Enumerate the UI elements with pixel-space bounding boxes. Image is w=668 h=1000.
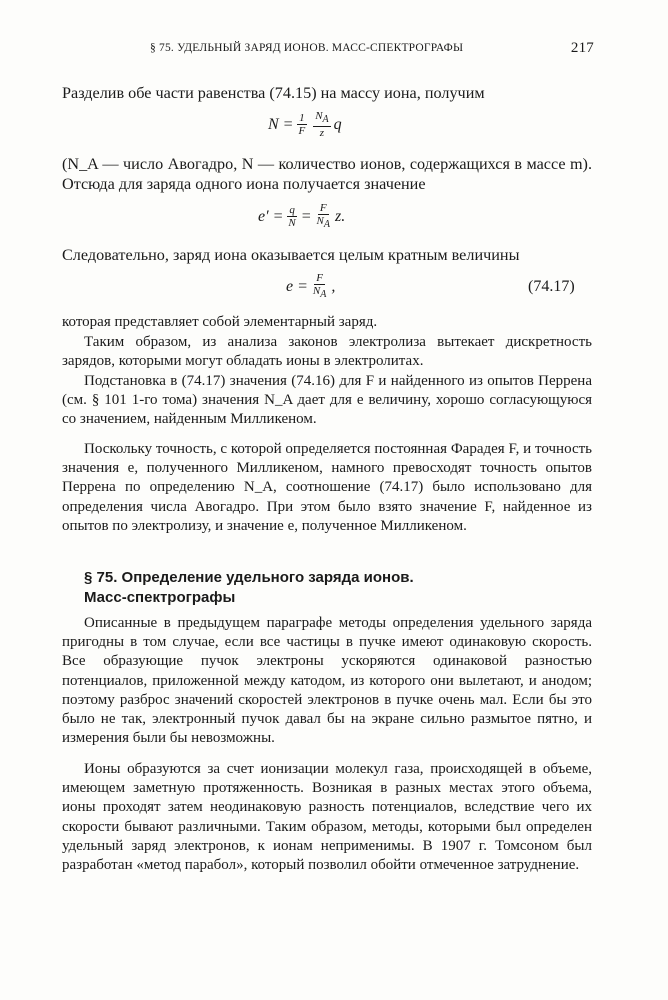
paragraph-consequently: Следовательно, заряд иона оказывается целым кратным величины <box>62 246 520 264</box>
page-number: 217 <box>570 40 594 56</box>
section-heading: § 75. Определение удельного заряда ионов. Масс-спектрографы <box>84 569 414 606</box>
paragraph-ions: Ионы образуются за счет ионизации молекул газа, происходящей в объеме, имеющем заметную протяженность. Возникая в разных местах этого объема, ионы проходят затем неодинаковую разность потенциалов, вследствие чего их скорости бывают различными. Таким образом, методы, которыми был определен удельный заряд электронов, к ионам неприменимы. В 1907 г. Томсоном был разработан «метод парабол», который позволил обойти отмеченное затруднение. <box>62 761 592 874</box>
paragraph-accuracy: Поскольку точность, с которой определяется постоянная Фарадея F, и точность значения e, полученного Милликеном, намного превосходят точность опытов Перрена по определению N_A, соотношение (74.17) было использовано для определения числа Авогадро. При этом было взято значение F, найденное из опытов по электролизу, и значение e, полученное Милликеном. <box>62 441 592 534</box>
paragraph-intro: Разделив обе части равенства (74.15) на массу иона, получим <box>62 84 485 102</box>
formula-e-prime: e′ = $\frac{q}{N}$ = $\frac{F}{N_A}$ z. <box>258 202 346 231</box>
paragraph-electrolysis: Таким образом, из анализа законов электролиза вытекает дискретность зарядов, которыми могут обладать ионы в электролитах. <box>62 334 592 370</box>
paragraph-avogadro-note: (N_A — число Авогадро, N — количество ионов, содержащихся в массе m). Отсюда для заряда одного иона получается значение <box>62 155 592 193</box>
paragraph-elementary-charge: которая представляет собой элементарный заряд. <box>62 314 378 330</box>
paragraph-substitution: Подстановка в (74.17) значения (74.16) для F и найденного из опытов Перрена (см. § 101 1-го тома) значения N_A дает для e величину, хорошо согласующуюся со значением, найденным Милликеном. <box>62 373 592 428</box>
running-title: § 75. УДЕЛЬНЫЙ ЗАРЯД ИОНОВ. МАСС-СПЕКТРОГРАФЫ <box>150 42 464 54</box>
equation-number: (74.17) <box>528 278 575 295</box>
formula-e: e = $\frac{F}{N_A}$ , <box>286 272 336 301</box>
running-header <box>150 42 594 54</box>
paragraph-methods: Описанные в предыдущем параграфе методы определения удельного заряда пригодны в том случае, если все частицы в пучке имеют одинаковую скорость. Все образующие пучок электроны ускоряются одинаковой разностью потенциалов, приложенной между катодом, из которого они вылетают, и анодом; поэтому разброс значений скоростей электронов в пучке очень мал. Если бы это было не так, электронный пучок давал бы на экране сильно размытое пятно, и измерения были бы невозможны. <box>62 615 592 747</box>
formula-n: N = $\frac{1}{F}$ $\frac{N_A}{z}$ q <box>268 110 342 140</box>
